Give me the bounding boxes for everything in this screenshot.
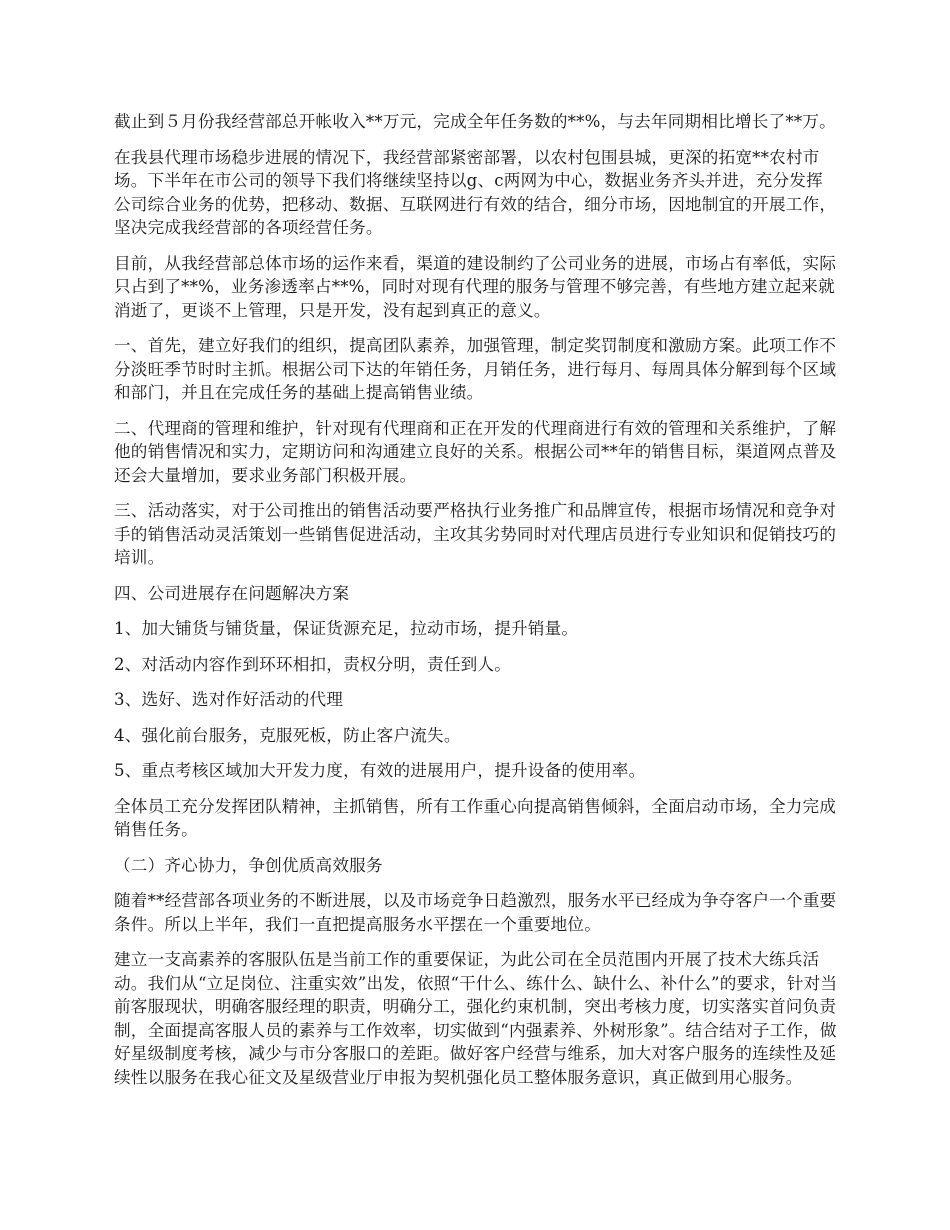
paragraph-team-spirit: 全体员工充分发挥团队精神，主抓销售，所有工作重心向提高销售倾斜，全面启动市场，全力完成销售任务。 <box>114 796 837 839</box>
list-item-solution-2: 2、对活动内容作到环环相扣，责权分明，责任到人。 <box>114 654 512 674</box>
paragraph-revenue-summary: 截止到５月份我经营部总开帐收入**万元，完成全年任务数的**%，与去年同期相比增长了**万。 <box>114 112 836 131</box>
paragraph-point-two: 二、代理商的管理和维护，针对现有代理商和正在开发的代理商进行有效的管理和关系维护，了解他的销售情况和实力，定期访问和沟通建立良好的关系。根据公司**年的销售目标，渠道网点普及还会大量增加，要求业务部门积极开展。 <box>114 418 837 485</box>
list-item-solution-4: 4、强化前台服务，克服死板，防止客户流失。 <box>114 725 461 745</box>
list-item-solution-5: 5、重点考核区域加大开发力度，有效的进展用户，提升设备的使用率。 <box>114 761 646 780</box>
list-item-solution-1: 1、加大铺货与铺货量，保证货源充足，拉动市场，提升销量。 <box>114 619 579 638</box>
paragraph-current-situation: 目前，从我经营部总体市场的运作来看，渠道的建设制约了公司业务的进展，市场占有率低，实际只占到了**%，业务渗透率占**%，同时对现有代理的服务与管理不够完善，有些地方建立起来就消逝了，更谈不上管理，只是开发，没有起到真正的意义。 <box>114 253 837 320</box>
list-item-solution-3: 3、选好、选对作好活动的代理 <box>114 690 344 709</box>
section-heading-solutions: 四、公司进展存在问题解决方案 <box>114 583 350 603</box>
paragraph-service-level: 随着**经营部各项业务的不断进展，以及市场竞争日趋激烈，服务水平已经成为争夺客户一个重要条件。所以上半年，我们一直把提高服务水平摆在一个重要地位。 <box>114 891 837 934</box>
paragraph-point-one: 一、首先，建立好我们的组织，提高团队素养，加强管理，制定奖罚制度和激励方案。此项工作不分淡旺季节时时主抓。根据公司下达的年销任务，月销任务，进行每月、每周具体分解到每个区域和部门，并且在完成任务的基础上提高销售业绩。 <box>114 336 837 402</box>
section-heading-service: （二）齐心协力，争创优质高效服务 <box>114 855 383 875</box>
paragraph-service-team: 建立一支高素养的客服队伍是当前工作的重要保证，为此公司在全员范围内开展了技术大练兵活动。我们从“立足岗位、注重实效”出发，依照“干什么、练什么、缺什么、补什么”的要求，针对当前客服现状，明确客服经理的职责，明确分工，强化约束机制，突出考核力度，切实落实首问负责制，全面提高客服人员的素养与工作效率，切实做到“内强素养、外树形象”。结合结对子工作，做好星级制度考核，减少与市分客服口的差距。做好客户经营与维系，加大对客户服务的连续性及延续性以服务在我心征文及星级营业厅申报为契机强化员工整体服务意识，真正做到用心服务。 <box>114 950 838 1087</box>
paragraph-point-three: 三、活动落实，对于公司推出的销售活动要严格执行业务推广和品牌宣传，根据市场情况和竞争对手的销售活动灵活策划一些销售促进活动，主攻其劣势同时对代理店员进行专业知识和促销技巧的培训。 <box>114 501 837 567</box>
paragraph-market-development: 在我县代理市场稳步进展的情况下，我经营部紧密部署，以农村包围县城，更深的拓宽**农村市场。下半年在市公司的领导下我们将继续坚持以g、c两网为中心，数据业务齐头并进，充分发挥公司综合业务的优势，把移动、数据、互联网进行有效的结合，细分市场，因地制宜的开展工作，坚决完成我经营部的各项经营任务。 <box>114 147 837 237</box>
document-body <box>114 110 838 1101</box>
